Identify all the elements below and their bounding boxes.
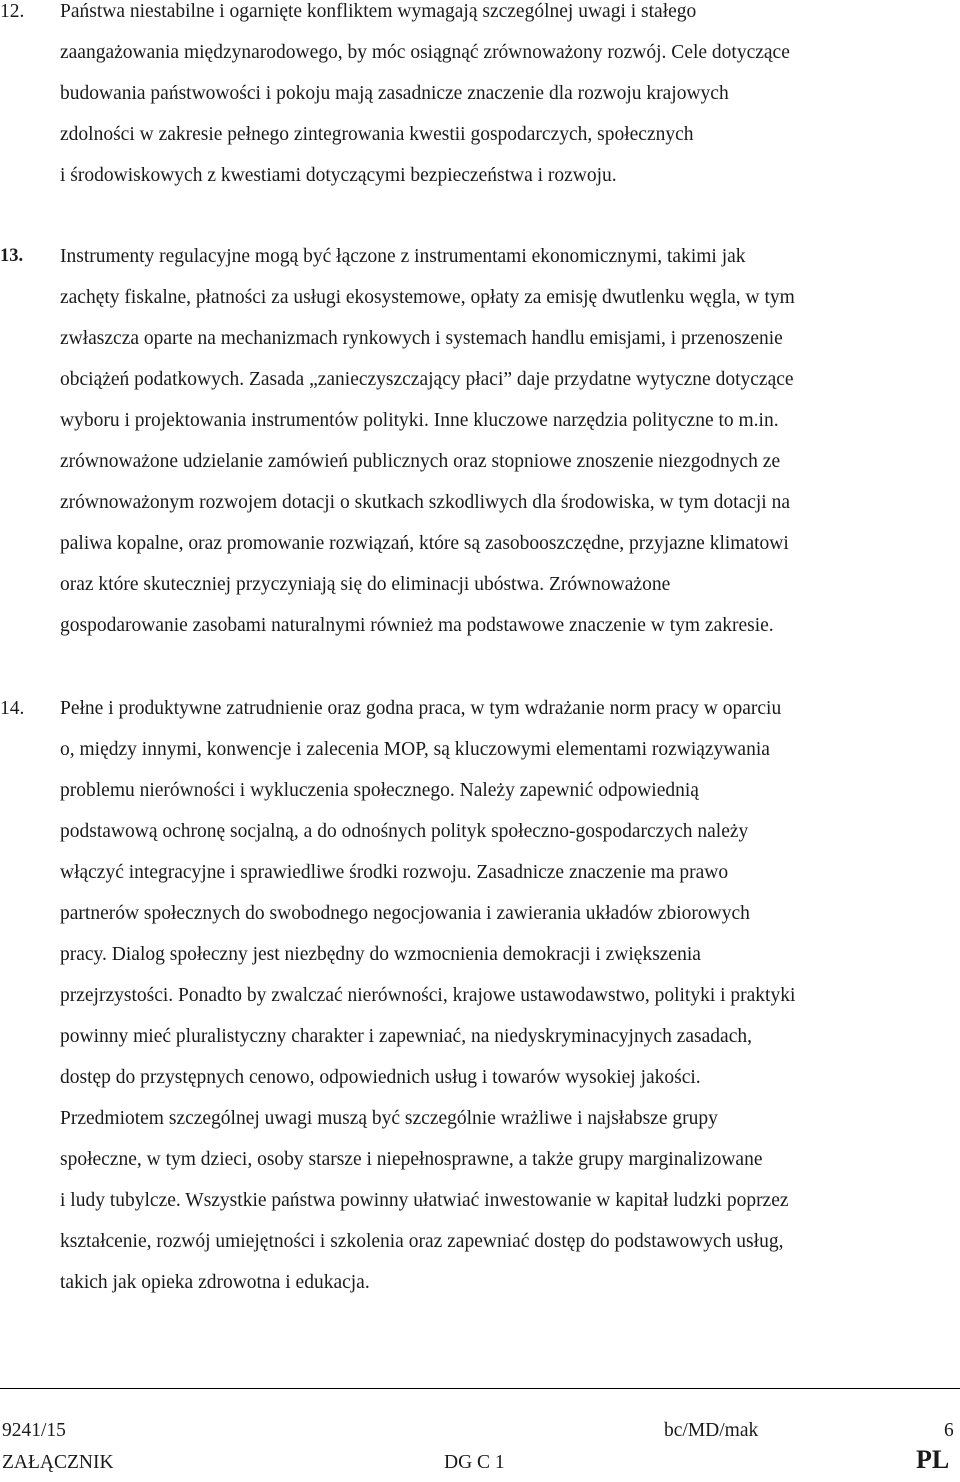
paragraph-line: takich jak opieka zdrowotna i edukacja. [60, 1272, 370, 1293]
paragraph-line: przejrzystości. Ponadto by zwalczać nierówności, krajowe ustawodawstwo, polityki i praktyki [60, 985, 796, 1006]
paragraph-line: oraz które skuteczniej przyczyniają się do eliminacji ubóstwa. Zrównoważone [60, 574, 671, 595]
author-initials: bc/MD/mak [664, 1420, 759, 1441]
paragraph-line: zachęty fiskalne, płatności za usługi ekosystemowe, opłaty za emisję dwutlenku węgla, w tym [60, 287, 795, 308]
paragraph-line: i środowiskowych z kwestiami dotyczącymi bezpieczeństwa i rozwoju. [60, 165, 617, 186]
page-number: 6 [944, 1420, 954, 1441]
paragraph-line: zrównoważone udzielanie zamówień publicznych oraz stopniowe znoszenie niezgodnych ze [60, 451, 781, 472]
paragraph-number: 14. [0, 698, 25, 719]
paragraph-line: Pełne i produktywne zatrudnienie oraz godna praca, w tym wdrażanie norm pracy w oparciu [60, 698, 782, 719]
paragraph-line: włączyć integracyjne i sprawiedliwe środki rozwoju. Zasadnicze znaczenie ma prawo [60, 862, 729, 883]
paragraph-line: Przedmiotem szczególnej uwagi muszą być szczególnie wrażliwe i najsłabsze grupy [60, 1108, 718, 1129]
paragraph-line: Państwa niestabilne i ogarnięte konfliktem wymagają szczególnej uwagi i stałego [60, 1, 697, 22]
paragraph-line: społeczne, w tym dzieci, osoby starsze i niepełnosprawne, a także grupy marginalizowane [60, 1149, 763, 1170]
paragraph-line: kształcenie, rozwój umiejętności i szkolenia oraz zapewniać dostęp do podstawowych usług, [60, 1231, 784, 1252]
paragraph-line: dostęp do przystępnych cenowo, odpowiednich usług i towarów wysokiej jakości. [60, 1067, 701, 1088]
directorate-label: DG C 1 [444, 1452, 505, 1473]
language-code: PL [916, 1445, 950, 1474]
paragraph-line: powinny mieć pluralistyczny charakter i zapewniać, na niedyskryminacyjnych zasadach, [60, 1026, 752, 1047]
paragraph-line: i ludy tubylcze. Wszystkie państwa powinny ułatwiać inwestowanie w kapitał ludzki poprzez [60, 1190, 789, 1211]
paragraph-line: pracy. Dialog społeczny jest niezbędny do wzmocnienia demokracji i zwiększenia [60, 944, 701, 965]
paragraph-line: zrównoważonym rozwojem dotacji o skutkach szkodliwych dla środowiska, w tym dotacji na [60, 492, 790, 513]
annex-label: ZAŁĄCZNIK [2, 1452, 114, 1473]
paragraph-line: zaangażowania międzynarodowego, by móc osiągnąć zrównoważony rozwój. Cele dotyczące [60, 42, 790, 63]
paragraph-line: Instrumenty regulacyjne mogą być łączone z instrumentami ekonomicznymi, takimi jak [60, 246, 746, 267]
paragraph-line: paliwa kopalne, oraz promowanie rozwiązań, które są zasobooszczędne, przyjazne klimatowi [60, 533, 789, 554]
paragraph-line: problemu nierówności i wykluczenia społecznego. Należy zapewnić odpowiednią [60, 780, 699, 801]
footer-divider [0, 1388, 960, 1389]
document-number: 9241/15 [2, 1420, 66, 1441]
paragraph-line: obciążeń podatkowych. Zasada „zanieczyszczający płaci” daje przydatne wytyczne dotyczące [60, 369, 794, 390]
paragraph-line: zwłaszcza oparte na mechanizmach rynkowych i systemach handlu emisjami, i przenoszenie [60, 328, 783, 349]
paragraph-number: 12. [0, 1, 25, 22]
paragraph-line: o, między innymi, konwencje i zalecenia MOP, są kluczowymi elementami rozwiązywania [60, 739, 770, 760]
paragraph-line: podstawową ochronę socjalną, a do odnośnych polityk społeczno-gospodarczych należy [60, 821, 749, 842]
paragraph-line: budowania państwowości i pokoju mają zasadnicze znaczenie dla rozwoju krajowych [60, 83, 729, 104]
paragraph-line: wyboru i projektowania instrumentów polityki. Inne kluczowe narzędzia polityczne to m.in. [60, 410, 779, 431]
paragraph-number: 13. [0, 246, 24, 266]
paragraph-line: zdolności w zakresie pełnego zintegrowania kwestii gospodarczych, społecznych [60, 124, 694, 145]
paragraph-line: partnerów społecznych do swobodnego negocjowania i zawierania układów zbiorowych [60, 903, 750, 924]
paragraph-line: gospodarowanie zasobami naturalnymi również ma podstawowe znaczenie w tym zakresie. [60, 615, 774, 636]
